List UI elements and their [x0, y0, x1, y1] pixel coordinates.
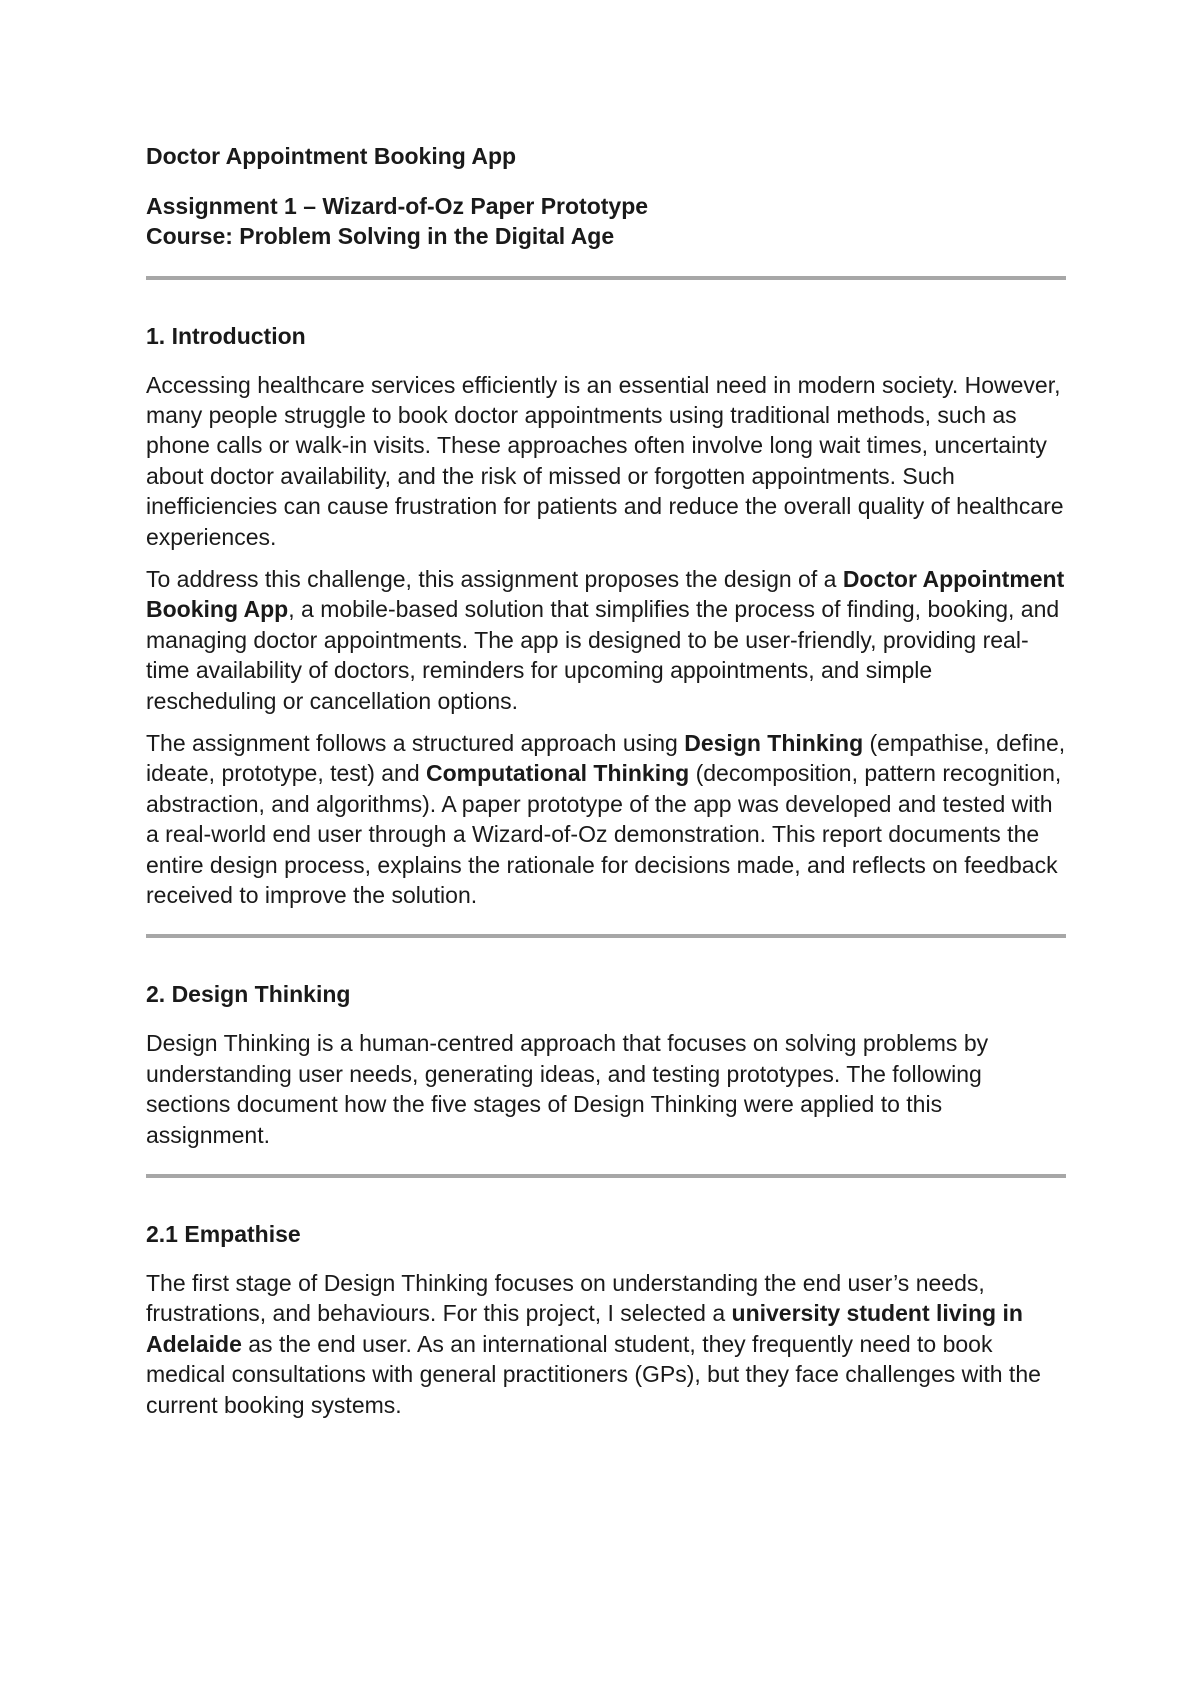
intro-paragraph-3: [146, 728, 1066, 910]
bold-end-user: university student living in Adelaide: [146, 1300, 1023, 1357]
intro-paragraph-1: Accessing healthcare services efficiently is an essential need in modern society. However, many people struggle to book doctor appointments using traditional methods, such as phone calls or walk-in visits. These approaches often involve long wait times, uncertainty about doctor availability, and the risk of missed or forgotten appointments. Such inefficiencies can cause frustration for patients and reduce the overall quality of healthcare experiences.: [146, 371, 1064, 550]
document-title: Doctor Appointment Booking App: [146, 143, 517, 169]
document-page: [146, 142, 1066, 1432]
text-run: The assignment follows a structured approach using: [146, 730, 685, 757]
empathise-paragraph-1: [146, 1268, 1066, 1420]
bold-design-thinking: Design Thinking: [684, 730, 864, 757]
section-heading-design-thinking: 2. Design Thinking: [146, 981, 351, 1008]
text-run: The first stage of Design Thinking focuses on understanding the end user’s needs, frustrations, and behaviours. For this project, I selected a: [146, 1269, 985, 1327]
text-run: as the end user. As an international student, they frequently need to book medical consultations with general practitioners (GPs), but they face challenges with the current booking systems.: [146, 1330, 1041, 1418]
divider: [146, 276, 1066, 280]
text-run: (decomposition, pattern recognition, abstraction, and algorithms). A paper prototype of the app was developed and tested with a real-world end user through a Wizard-of-Oz demonstration. This report documents the entire design process, explains the rationale for decisions made, and reflects on feedback received to improve the solution.: [146, 760, 1062, 909]
text-run: (empathise, define, ideate, prototype, test) and: [146, 730, 1066, 787]
text-run: , a mobile-based solution that simplifies the process of finding, booking, and managing doctor appointments. The app is designed to be user-friendly, providing real-time availability of doctors, reminders for upcoming appointments, and simple rescheduling or cancellation options.: [146, 596, 1060, 714]
text-run: To address this challenge, this assignment proposes the design of a: [146, 566, 843, 592]
section-heading-introduction: 1. Introduction: [146, 322, 306, 349]
intro-paragraph-2: [146, 564, 1066, 716]
section-heading-empathise: 2.1 Empathise: [146, 1220, 301, 1247]
divider: [146, 934, 1066, 938]
bold-computational-thinking: Computational Thinking: [426, 760, 690, 787]
course-line: Course: Problem Solving in the Digital Age: [146, 222, 615, 249]
design-paragraph-1: Design Thinking is a human-centred approach that focuses on solving problems by understanding user needs, generating ideas, and testing prototypes. The following sections document how the five stages of Design Thinking were applied to this assignment.: [146, 1030, 989, 1148]
bold-app-name: Doctor Appointment Booking App: [146, 566, 1065, 623]
divider: [146, 1174, 1066, 1178]
assignment-line: Assignment 1 – Wizard-of-Oz Paper Prototype: [146, 192, 649, 219]
